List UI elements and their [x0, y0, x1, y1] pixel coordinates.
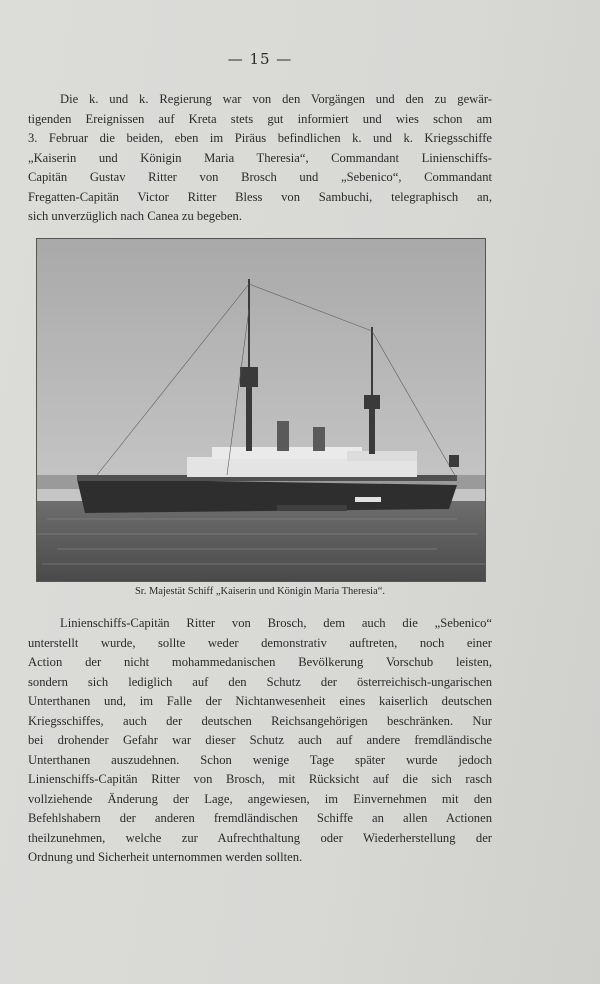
paragraph-intro — [28, 90, 492, 227]
text-line: Kriegsschiffes, auch der deutschen Reichsangehörigen beschränken. Nur — [28, 713, 492, 728]
photo-caption: Sr. Majestät Schiff „Kaiserin und Königin Maria Theresia“. — [134, 586, 386, 597]
text-line: Unterthanen auszudehnen. Schon wenige Tage später wurde jedoch — [28, 752, 492, 767]
text-line: Capitän Gustav Ritter von Brosch und „Sebenico“, Commandant — [28, 170, 492, 184]
text-line: vollziehende Änderung der Lage, angewiesen, im Einvernehmen mit den — [28, 791, 492, 806]
text-line: „Kaiserin und Königin Maria Theresia“, Commandant Linienschiffs- — [28, 150, 492, 165]
text-line: Linienschiffs-Capitän Ritter von Brosch, dem auch die „Sebenico“ — [60, 616, 492, 630]
text-line: Fregatten-Capitän Victor Ritter Bless von Sambuchi, telegraphisch an, — [28, 189, 492, 204]
text-line: Ordnung und Sicherheit unternommen werden sollten. — [28, 850, 303, 864]
text-line: 3. Februar die beiden, eben im Piräus befindlichen k. und k. Kriegsschiffe — [28, 131, 492, 145]
text-line: tigenden Ereignissen auf Kreta stets gut informiert und wies schon am — [28, 111, 492, 126]
text-line: bei drohender Gefahr war dieser Schutz auch auf andere fremdländische — [28, 733, 492, 747]
text-line: unterstellt wurde, sollte weder demonstrativ auftreten, noch einer — [28, 635, 492, 650]
text-line: theilzunehmen, welche zur Aufrechthaltung oder Wiederherstellung der — [28, 830, 492, 845]
battleship-photo — [36, 238, 486, 582]
text-line: Befehlshabern der anderen fremdländischen Schiffe an allen Actionen — [28, 811, 492, 825]
text-line: Action der nicht mohammedanischen Bevölkerung Vorschub leisten, — [28, 655, 492, 669]
battleship-illustration — [37, 239, 485, 581]
text-line: sich unverzüglich nach Canea zu begeben. — [28, 209, 243, 223]
text-line: Die k. und k. Regierung war von den Vorgängen und den zu gewär- — [60, 92, 492, 106]
page-number: — 15 — — [227, 50, 293, 68]
text-line: Linienschiffs-Capitän Ritter von Brosch, mit Rücksicht auf die sich rasch — [28, 772, 492, 786]
text-line: sondern sich lediglich auf den Schutz der österreichisch-ungarischen — [28, 674, 492, 689]
paragraph-main — [28, 614, 492, 868]
text-line: Unterthanen und, im Falle der Nichtanwesenheit eines kaiserlich deutschen — [28, 694, 492, 708]
